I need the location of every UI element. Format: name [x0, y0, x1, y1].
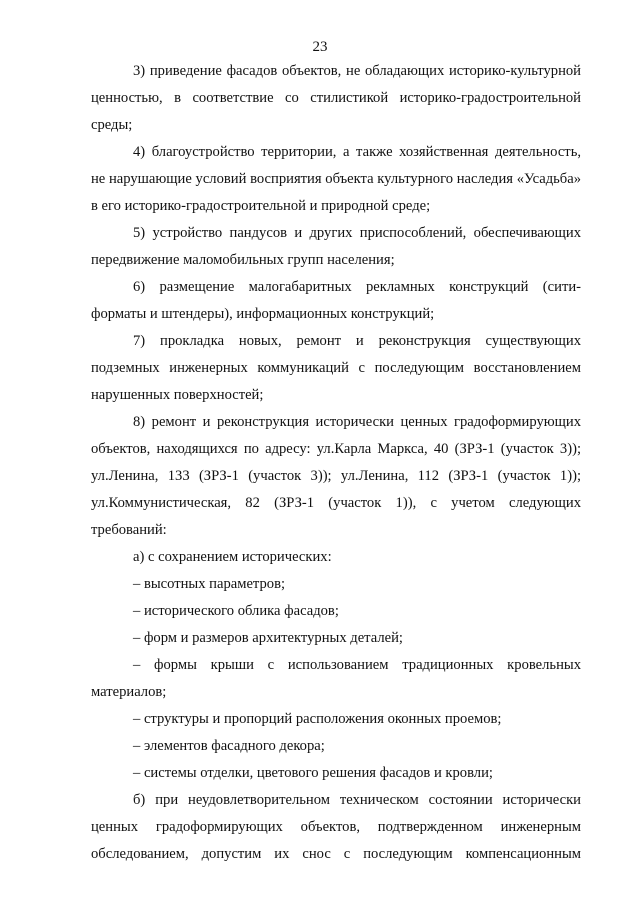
list-item-finishing-system: – системы отделки, цветового решения фасадов и кровли;: [133, 765, 493, 781]
list-item-height-parameters: – высотных параметров;: [133, 576, 286, 592]
paragraph-item-7: 7) прокладка новых, ремонт и реконструкция существующих подземных инженерных коммуникаций с последующим восстановлением нарушенных поверхностей;: [91, 333, 581, 403]
page-number: 23: [312, 39, 328, 55]
paragraph-item-6: 6) размещение малогабаритных рекламных конструкций (сити-форматы и штендеры), информационных конструкций;: [91, 279, 581, 322]
paragraph-subitem-b: б) при неудовлетворительном техническом состоянии исторически ценных градоформирующих объектов, подтвержденном инженерным обследованием, допустим их снос с последующим компенсационным: [91, 792, 581, 862]
paragraph-item-3: 3) приведение фасадов объектов, не обладающих историко-культурной ценностью, в соответствие со стилистикой историко-градостроительной среды;: [91, 63, 581, 133]
paragraph-item-5: 5) устройство пандусов и других приспособлений, обеспечивающих передвижение маломобильных групп населения;: [91, 225, 581, 268]
paragraph-item-4: 4) благоустройство территории, а также хозяйственная деятельность, не нарушающие условий восприятия объекта культурного наследия «Усадьба» в его историко-градостроительной и природной среде;: [91, 144, 581, 214]
list-item-roof-form: – формы крыши с использованием традиционных кровельных материалов;: [91, 657, 581, 700]
paragraph-subitem-a: а) с сохранением исторических:: [133, 549, 332, 565]
list-item-facade-appearance: – исторического облика фасадов;: [133, 603, 339, 619]
paragraph-item-8: 8) ремонт и реконструкция исторически ценных градоформирующих объектов, находящихся по адресу: ул.Карла Маркса, 40 (ЗРЗ-1 (участок 3)); ул.Ленина, 133 (ЗРЗ-1 (участок 3)); ул.Ленина, 112 (ЗРЗ-1 (участок 1)); ул.Коммунистическая, 82 (ЗРЗ-1 (участок 1)), с учетом следующих требований:: [91, 414, 581, 538]
document-body: [91, 58, 581, 868]
list-item-facade-decor: – элементов фасадного декора;: [133, 738, 325, 754]
list-item-architectural-details: – форм и размеров архитектурных деталей;: [133, 630, 403, 646]
list-item-window-openings: – структуры и пропорций расположения оконных проемов;: [133, 711, 502, 727]
